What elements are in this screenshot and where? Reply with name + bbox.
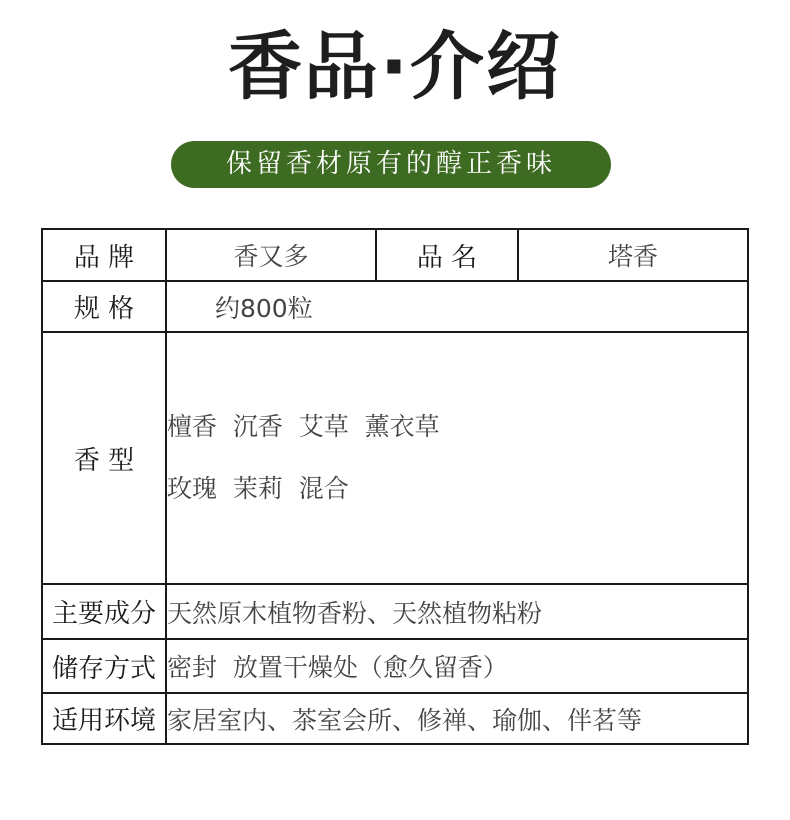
ingredients-value: 天然原木植物香粉、天然植物粘粉 [166, 584, 748, 639]
table-row-ingredients [42, 584, 748, 639]
table-row-usage [42, 693, 748, 744]
size-label: 规 格 [42, 281, 166, 332]
brand-value: 香又多 [166, 229, 376, 281]
usage-label: 适用环境 [42, 693, 166, 744]
scent-value [166, 332, 748, 584]
name-label: 品 名 [376, 229, 518, 281]
size-value: 约800粒 [166, 281, 748, 332]
table-row-storage [42, 639, 748, 693]
name-value: 塔香 [518, 229, 748, 281]
storage-label: 储存方式 [42, 639, 166, 693]
ingredients-label: 主要成分 [42, 584, 166, 639]
scent-label: 香 型 [42, 332, 166, 584]
scent-line-1: 檀香 沉香 艾草 薰衣草 [167, 412, 440, 441]
page-title: 香品·介绍 [227, 24, 563, 110]
spec-table [41, 228, 749, 745]
table-row-size [42, 281, 748, 332]
scent-line-2: 玫瑰 茉莉 混合 [167, 474, 349, 503]
brand-label: 品 牌 [42, 229, 166, 281]
usage-value: 家居室内、茶室会所、修禅、瑜伽、伴茗等 [166, 693, 748, 744]
table-row-brand [42, 229, 748, 281]
table-row-scent [42, 332, 748, 584]
subtitle-banner: 保留香材原有的醇正香味 [171, 141, 611, 188]
storage-value: 密封 放置干燥处（愈久留香） [166, 639, 748, 693]
